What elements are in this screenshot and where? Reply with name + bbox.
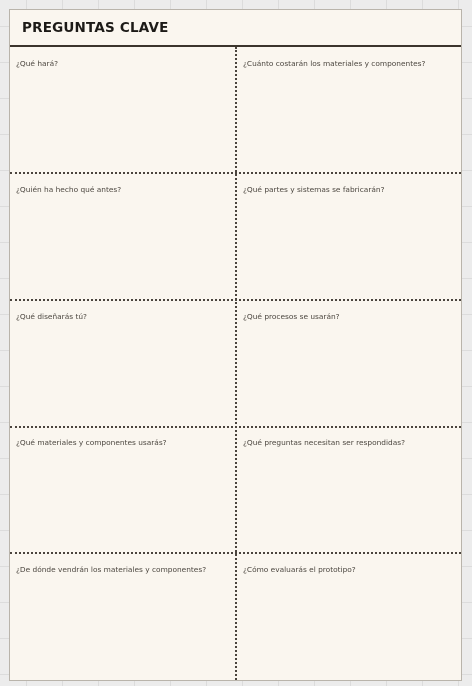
column-divider [235,47,237,680]
question-materials-used: ¿Qué materiales y componentes usarás? [16,438,167,447]
question-evaluate-prototype: ¿Cómo evaluarás el prototipo? [243,565,356,574]
questions-grid [10,47,461,680]
question-parts-fabricated: ¿Qué partes y sistemas se fabricarán? [243,185,385,194]
row-divider-4 [10,552,461,554]
question-what-will-it-do: ¿Qué hará? [16,59,59,68]
row-divider-2 [10,299,461,301]
question-prior-work: ¿Quién ha hecho qué antes? [16,185,122,194]
question-materials-source: ¿De dónde vendrán los materiales y componentes? [16,565,207,574]
question-processes: ¿Qué procesos se usarán? [243,312,340,321]
row-divider-1 [10,172,461,174]
card-header [10,10,461,47]
question-what-you-design: ¿Qué diseñarás tú? [16,312,87,321]
row-divider-3 [10,426,461,428]
key-questions-card [9,9,462,681]
question-open-questions: ¿Qué preguntas necesitan ser respondidas? [243,438,406,447]
question-materials-cost: ¿Cuánto costarán los materiales y componentes? [243,59,426,68]
card-title: PREGUNTAS CLAVE [22,19,169,36]
